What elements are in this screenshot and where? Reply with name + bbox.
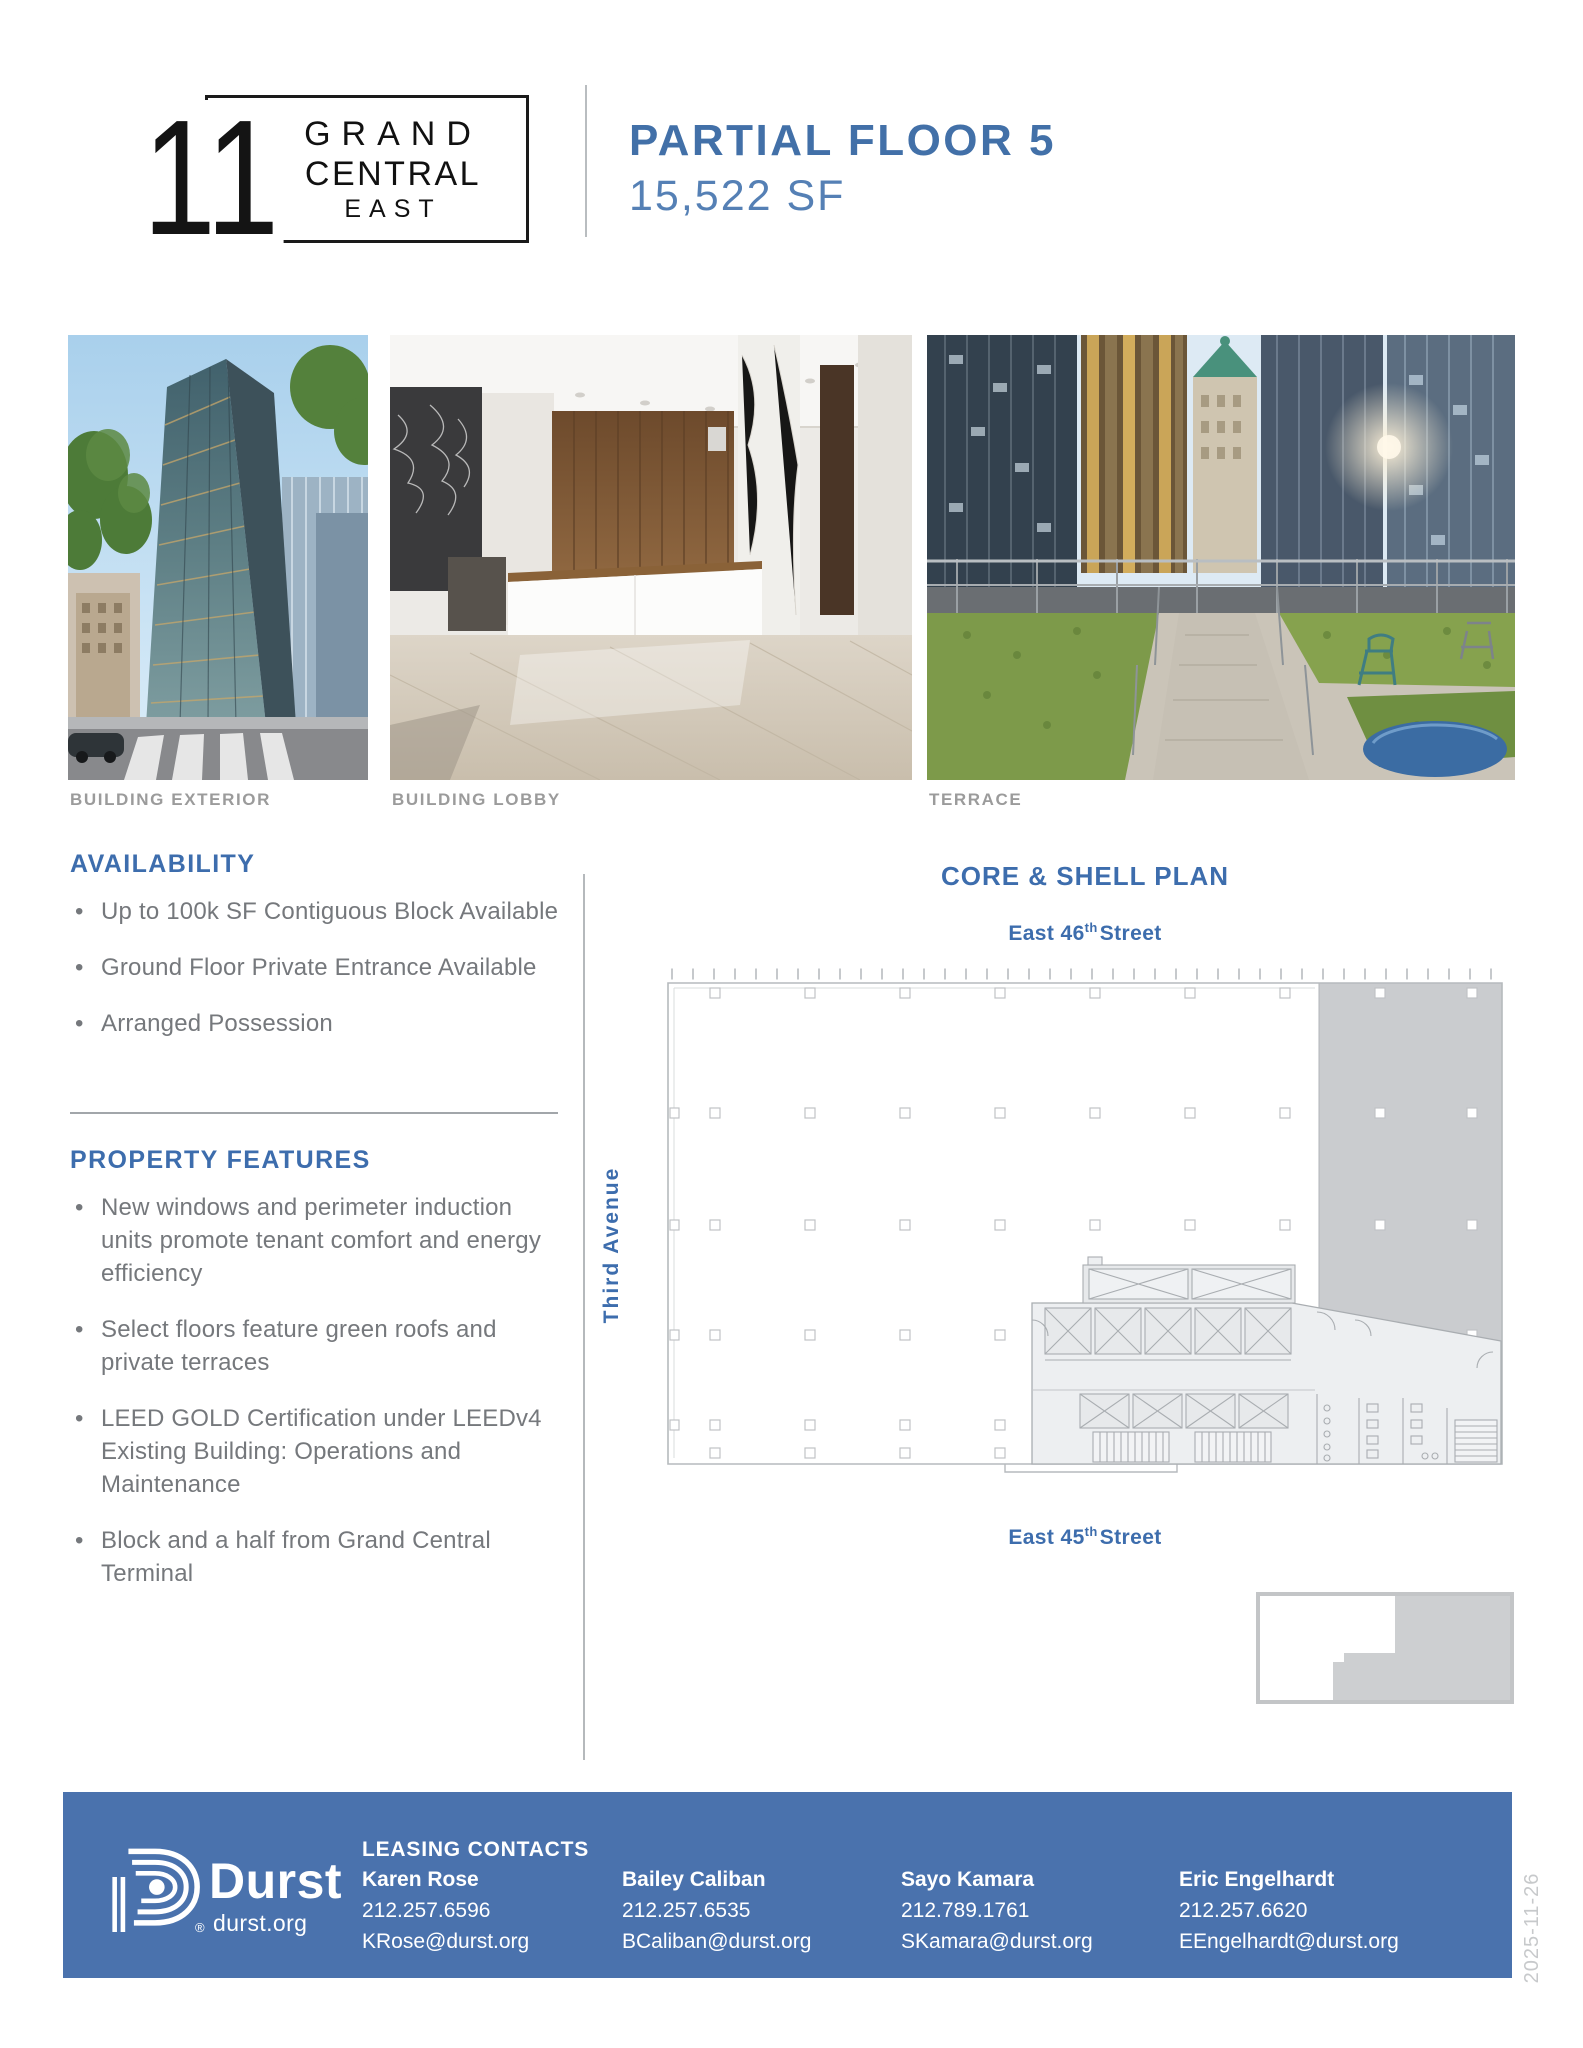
- flyer-date: 2025-11-26: [1520, 1872, 1543, 1984]
- durst-brand-name: Durst: [209, 1853, 343, 1909]
- contact-email-link[interactable]: BCaliban@durst.org: [622, 1930, 812, 1953]
- photo-building-exterior: [68, 335, 368, 780]
- street-label-sup: th: [1084, 920, 1098, 935]
- contact-name: Bailey Caliban: [622, 1868, 766, 1891]
- street-label-text: East 45: [1008, 1526, 1085, 1549]
- street-label-text: Street: [1099, 922, 1162, 945]
- page-square-footage: 15,522 SF: [629, 172, 846, 220]
- property-feature-item: • Block and a half from Grand Central Terminal: [70, 1524, 562, 1590]
- building-lobby-illustration: [390, 335, 912, 780]
- availability-item: • Arranged Possession: [70, 1007, 562, 1040]
- durst-website-link[interactable]: durst.org: [213, 1910, 308, 1936]
- contact-email-link[interactable]: KRose@durst.org: [362, 1930, 530, 1953]
- building-logo-number: 11: [138, 100, 284, 256]
- avenue-label-third-avenue: Third Avenue: [600, 1166, 623, 1324]
- plan-heading: CORE & SHELL PLAN: [940, 861, 1230, 891]
- header-divider: [585, 85, 587, 237]
- leasing-contact-card: [622, 1868, 872, 1954]
- caption-building-exterior: BUILDING EXTERIOR: [70, 790, 271, 809]
- page-title: PARTIAL FLOOR 5: [629, 116, 1056, 165]
- property-features-section: [70, 1146, 562, 1613]
- street-label-sup: th: [1084, 1524, 1098, 1539]
- section-divider: [70, 1112, 558, 1114]
- photo-building-lobby: [390, 335, 912, 780]
- registered-mark: ®: [195, 1920, 205, 1935]
- property-features-list: [70, 1191, 562, 1590]
- caption-building-lobby: BUILDING LOBBY: [392, 790, 561, 809]
- building-exterior-illustration: [68, 335, 368, 780]
- leasing-contacts-heading: LEASING CONTACTS: [362, 1838, 590, 1861]
- property-feature-item: • New windows and perimeter induction units promote tenant comfort and energy efficiency: [70, 1191, 562, 1290]
- contact-name: Karen Rose: [362, 1868, 479, 1891]
- contact-name: Eric Engelhardt: [1179, 1868, 1335, 1891]
- building-logo-line3: EAST: [344, 194, 442, 223]
- street-label-east-46th: [655, 920, 1515, 946]
- core-shell-floor-plan: [655, 968, 1515, 1492]
- contact-email-link[interactable]: SKamara@durst.org: [901, 1930, 1093, 1953]
- availability-item: • Up to 100k SF Contiguous Block Available: [70, 895, 562, 928]
- terrace-illustration: [927, 335, 1515, 780]
- key-plan-locator: [1256, 1592, 1514, 1704]
- caption-terrace: TERRACE: [929, 790, 1023, 809]
- street-label-east-45th: [655, 1524, 1515, 1550]
- street-label-text: Street: [1099, 1526, 1162, 1549]
- property-feature-item: • Select floors feature green roofs and private terraces: [70, 1313, 562, 1379]
- availability-heading: AVAILABILITY: [70, 850, 256, 878]
- availability-section: [70, 850, 562, 1063]
- contact-name: Sayo Kamara: [901, 1868, 1035, 1891]
- contact-phone: 212.789.1761: [901, 1899, 1030, 1922]
- contact-phone: 212.257.6620: [1179, 1899, 1308, 1922]
- durst-logo-icon: [109, 1844, 201, 1932]
- footer-band: [63, 1792, 1512, 1978]
- building-logo-line1: GRAND: [304, 114, 482, 153]
- property-features-heading: PROPERTY FEATURES: [70, 1146, 371, 1174]
- contact-phone: 212.257.6596: [362, 1899, 491, 1922]
- photo-terrace: [927, 335, 1515, 780]
- availability-item: • Ground Floor Private Entrance Available: [70, 951, 562, 984]
- leasing-contact-card: [901, 1868, 1151, 1954]
- leasing-contact-card: [362, 1868, 612, 1954]
- leasing-contact-card: [1179, 1868, 1429, 1954]
- street-label-text: East 46: [1008, 922, 1085, 945]
- contact-email-link[interactable]: EEngelhardt@durst.org: [1179, 1930, 1399, 1953]
- building-logo-line2: CENTRAL: [304, 154, 482, 193]
- contact-phone: 212.257.6535: [622, 1899, 751, 1922]
- property-feature-item: • LEED GOLD Certification under LEEDv4 Existing Building: Operations and Maintenance: [70, 1402, 562, 1501]
- availability-list: [70, 895, 562, 1040]
